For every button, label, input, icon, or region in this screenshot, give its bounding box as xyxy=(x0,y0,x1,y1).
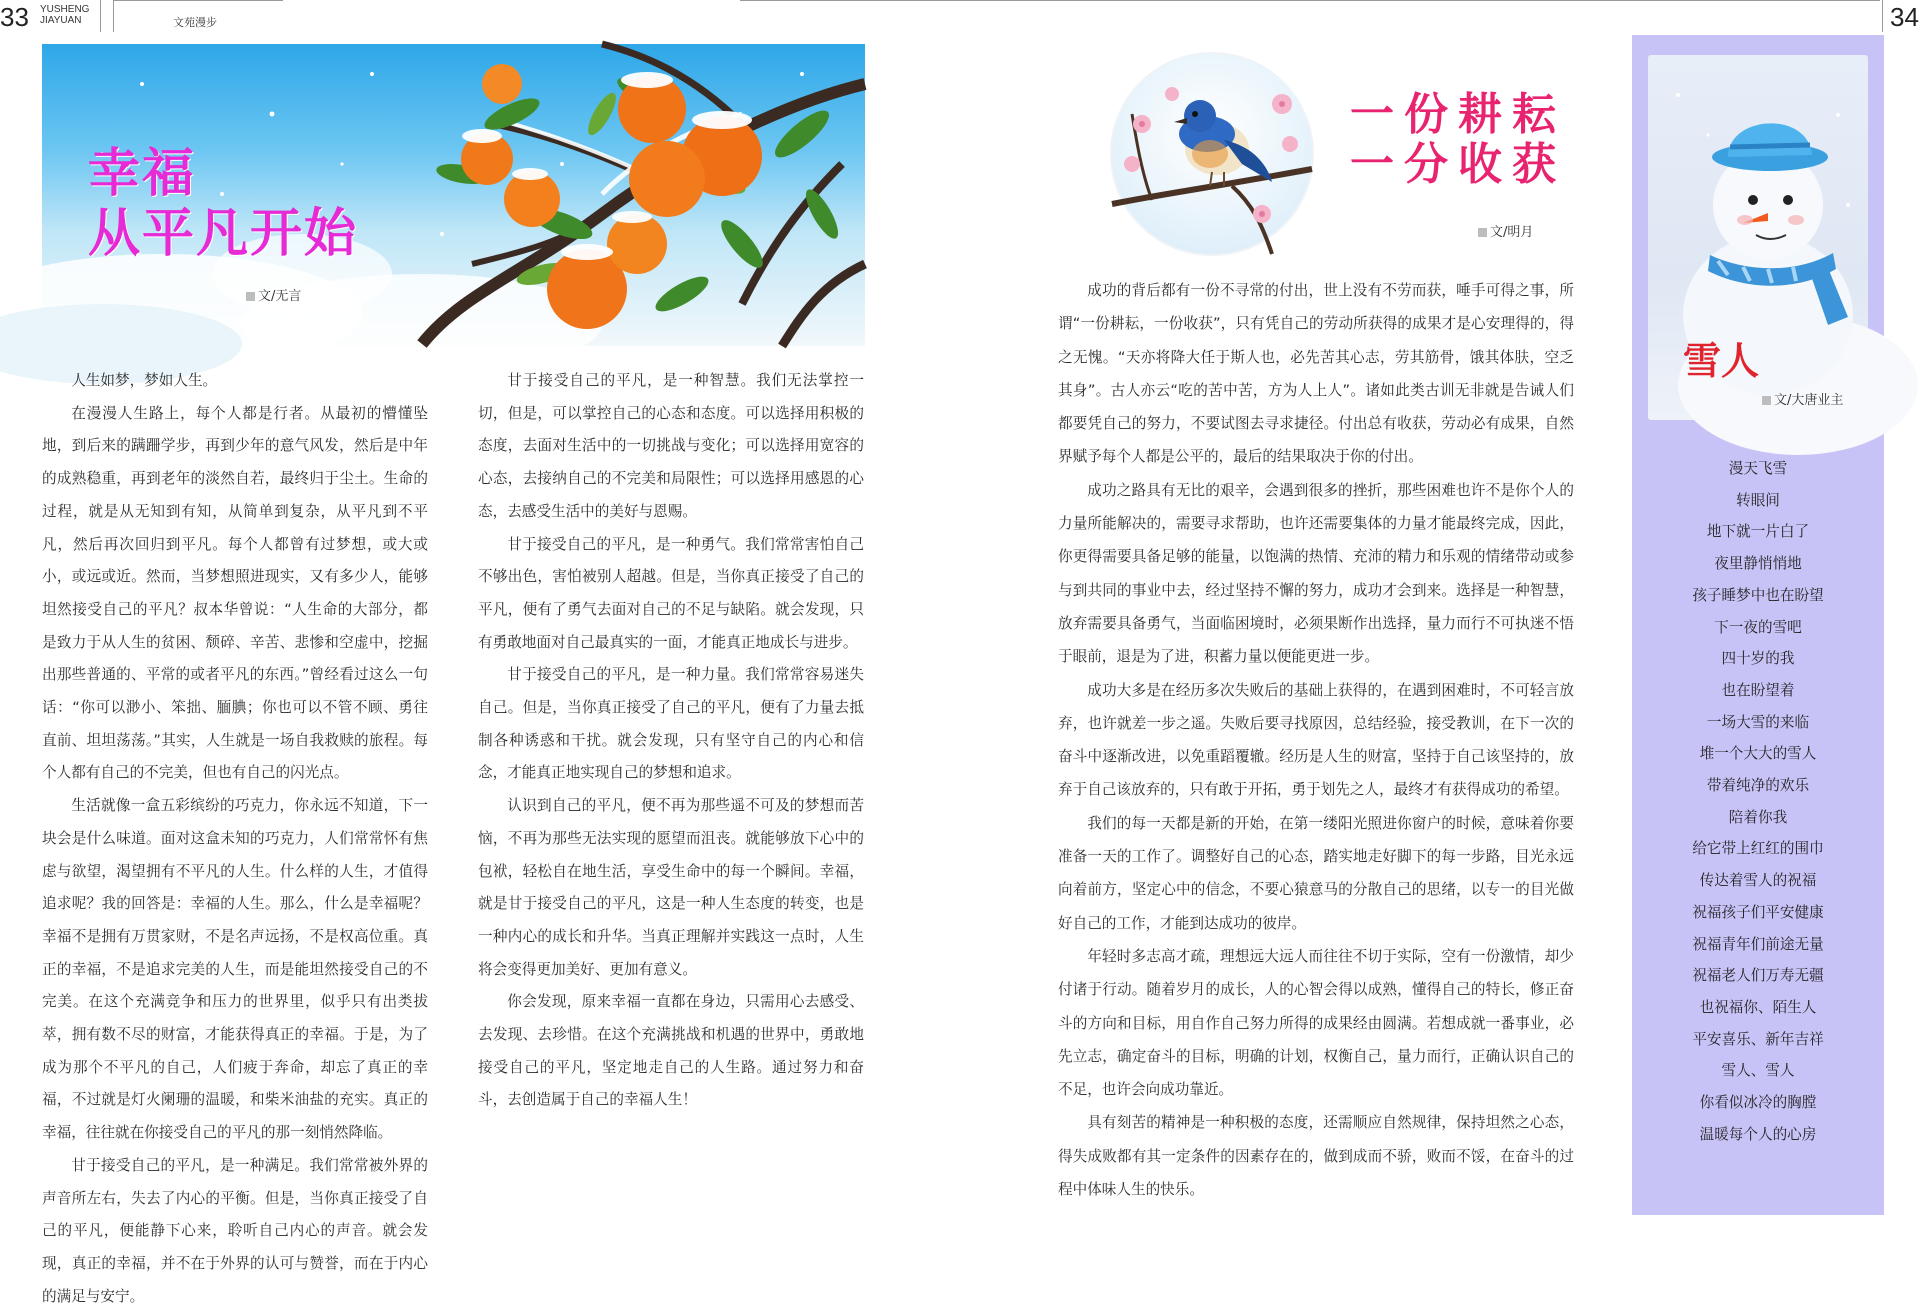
hero-image-persimmons xyxy=(42,44,865,346)
article1-paragraph: 甘于接受自己的平凡，是一种智慧。我们无法掌控一切，但是，可以掌控自己的心态和态度。可以选择用积极的态度，去面对生活中的一切挑战与变化；可以选择用宽容的心态，去接纳自己的不完美和局限性；可以选择用感恩的心态，去感受生活中的美好与恩赐。 xyxy=(478,372,864,520)
poem-line: 夜里静悄悄地 xyxy=(1714,555,1802,573)
article2-paragraph: 我们的每一天都是新的开始，在第一缕阳光照进你窗户的时候，意味着你要准备一天的工作了。调整好自己的心态，踏实地走好脚下的每一步路，目光永远向着前方，坚定心中的信念，不要心猿意马的分散自己的思绪，以专一的目光做好自己的工作，才能到达成功的彼岸。 xyxy=(1058,814,1574,932)
poem-line: 也祝福你、陌生人 xyxy=(1699,998,1817,1016)
article1-paragraph: 人生如梦，梦如人生。 xyxy=(71,372,218,389)
brand-line2: JIAYUAN xyxy=(40,15,82,26)
poem-author xyxy=(1762,389,1843,408)
poem-line: 给它带上红红的围巾 xyxy=(1692,840,1824,858)
poem-line: 四十岁的我 xyxy=(1721,650,1795,668)
poem-line: 地下就一片白了 xyxy=(1706,523,1810,541)
article1-paragraph: 甘于接受自己的平凡，是一种勇气。我们常常害怕自己不够出色，害怕被别人超越。但是，当你真正接受了自己的平凡，便有了勇气去面对自己的不足与缺陷。就会发现，只有勇敢地面对自己最真实的一面，才能真正地成长与进步。 xyxy=(478,535,864,651)
poem-line: 漫天飞雪 xyxy=(1728,460,1788,477)
header-divider-left2 xyxy=(113,0,114,32)
article2-paragraph: 成功之路具有无比的艰辛，会遇到很多的挫折，那些困难也许不是你个人的力量所能解决的，需要寻求帮助，也许还需要集体的力量才能最终完成，因此，你更得需要具备足够的能量，以饱满的热情、充沛的精力和乐观的情绪带动或参与到共同的事业中去，经过坚持不懈的努力，成功才会到来。选择是一种智慧，放弃需要具备勇气，当面临困境时，必须果断作出选择，量力而行不可执迷不悟于眼前，退是为了进，积蓄力量以便能更进一步。 xyxy=(1058,481,1574,666)
article1-paragraph: 你会发现，原来幸福一直都在身边，只需用心去感受、去发现、去珍惜。在这个充满挑战和机遇的世界中，勇敢地接受自己的平凡，坚定地走自己的人生路。通过努力和奋斗，去创造属于自己的幸福人生！ xyxy=(478,993,864,1109)
article2-author xyxy=(1478,221,1533,240)
section-name: 文苑漫步 xyxy=(173,16,217,29)
article1-title-line1: 幸福 xyxy=(88,143,197,204)
poem-line: 平安喜乐、新年吉祥 xyxy=(1692,1030,1824,1048)
byline-square-icon xyxy=(1762,396,1771,405)
article1-paragraph: 生活就像一盒五彩缤纷的巧克力，你永远不知道，下一块会是什么味道。面对这盒未知的巧克力，人们常常怀有焦虑与欲望，渴望拥有不平凡的人生。什么样的人生，才值得追求呢？我的回答是：幸福的人生。那么，什么是幸福呢？幸福不是拥有万贯家财，不是名声远扬，不是权高位重。真正的幸福，不是追求完美的人生，而是能坦然接受自己的不完美。在这个充满竞争和压力的世界里，似乎只有出类拔萃，拥有数不尽的财富，才能获得真正的幸福。于是，为了成为那个不平凡的自己，人们疲于奔命，却忘了真正的幸福，不过就是灯火阑珊的温暖，和柴米油盐的充实。真正的幸福，往往就在你接受自己的平凡的那一刻悄然降临。 xyxy=(42,797,428,1142)
article2-paragraph: 成功的背后都有一份不寻常的付出，世上没有不劳而获，唾手可得之事，所谓“一份耕耘，一份收获”，只有凭自己的劳动所获得的成果才是心安理得的，得之无愧。“天亦将降大任于斯人也，必先苦其心志，劳其筋骨，饿其体肤，空乏其身”。古人亦云“吃的苦中苦，方为人上人”。诸如此类古训无非就是告诫人们都要凭自己的努力，不要试图去寻求捷径。付出总有收获，劳动必有成果，自然界赋予每个人都是公平的，最后的结果取决于你的付出。 xyxy=(1058,282,1574,466)
article1-column-left xyxy=(42,365,428,1305)
poem-line: 也在盼望着 xyxy=(1721,681,1795,699)
article2-author-text: 文/明月 xyxy=(1490,225,1534,240)
poem-line: 祝福老人们万寿无疆 xyxy=(1692,967,1824,985)
header-rule-left xyxy=(113,0,283,1)
article2-paragraph: 成功大多是在经历多次失败后的基础上获得的，在遇到困难时，不可轻言放弃，也许就差一步之遥。失败后要寻找原因，总结经验，接受教训，在下一次的奋斗中逐渐改进，以免重蹈覆辙。经历是人生的财富，坚持于自己该坚持的，放弃于自己该放弃的，只有敢于开拓，勇于划先之人，最终才有获得成功的希望。 xyxy=(1058,681,1574,799)
poem-line: 祝福青年们前途无量 xyxy=(1692,935,1824,953)
poem-line: 下一夜的雪吧 xyxy=(1714,618,1802,636)
article2-title xyxy=(1350,90,1566,190)
poem-line: 祝福孩子们平安健康 xyxy=(1692,903,1824,921)
poem-line: 传达着雪人的祝福 xyxy=(1699,872,1817,890)
brand-logo-text xyxy=(40,4,89,26)
byline-square-icon xyxy=(1478,228,1487,237)
poem-line: 陪着你我 xyxy=(1728,808,1788,826)
article2-title-line2: 一分收获 xyxy=(1350,139,1566,190)
header-rule-right xyxy=(740,0,1880,1)
article1-paragraph: 认识到自己的平凡，便不再为那些遥不可及的梦想而苦恼，不再为那些无法实现的愿望而沮丧。就能够放下心中的包袱，轻松自在地生活，享受生命中的每一个瞬间。幸福，就是甘于接受自己的平凡，这是一种人生态度的转变，也是一种内心的成长和升华。当真正理解并实践这一点时，人生将会变得更加美好、更加有意义。 xyxy=(478,797,864,978)
article1-paragraph: 甘于接受自己的平凡，是一种力量。我们常常容易迷失自己。但是，当你真正接受了自己的平凡，便有了力量去抵制各种诱惑和干扰。就会发现，只有坚守自己的内心和信念，才能真正地实现自己的梦想和追求。 xyxy=(478,666,864,782)
article2-title-line1: 一份耕耘 xyxy=(1350,89,1566,140)
article1-author-text: 文/无言 xyxy=(258,289,302,304)
article1-title xyxy=(88,144,358,264)
header-divider-right xyxy=(1882,0,1883,32)
article1-column-right xyxy=(478,365,864,1215)
brand-line1: YUSHENG xyxy=(40,4,90,15)
right-page-number: 34 xyxy=(1890,2,1919,32)
article2-paragraph: 具有刻苦的精神是一种积极的态度，还需顺应自然规律，保持坦然之心态，得失成败都有其一定条件的因素存在的，做到成而不骄，败而不馁，在奋斗的过程中体味人生的快乐。 xyxy=(1058,1114,1574,1199)
poem-line: 带着纯净的欢乐 xyxy=(1706,777,1810,795)
left-page-number: 33 xyxy=(0,2,29,32)
article1-paragraph: 甘于接受自己的平凡，是一种满足。我们常常被外界的声音所左右，失去了内心的平衡。但是，当你真正接受了自己的平凡，便能静下心来，聆听自己内心的声音。就会发现，真正的幸福，并不在于外界的认可与赞誉，而在于内心的满足与安宁。 xyxy=(42,1156,428,1305)
poem-line: 转眼间 xyxy=(1736,491,1780,509)
poem-line: 你看似冰冷的胸膛 xyxy=(1699,1094,1817,1112)
bird-circle-image xyxy=(1110,52,1314,256)
article2-body xyxy=(1058,274,1574,1210)
bluebird-illustration xyxy=(1112,54,1312,254)
article1-title-line2: 从平凡开始 xyxy=(88,203,359,264)
article2-paragraph: 年轻时多志高才疏，理想远大远人而往往不切于实际，空有一份激情，却少付诸于行动。随着岁月的成长，人的心智会得以成熟，懂得自己的特长，修正奋斗的方向和目标，用自作自己努力所得的成果经由圆满。若想成就一番事业，必先立志，确定奋斗的目标，明确的计划，权衡自己，量力而行，正确认识自己的不足，也许会向成功靠近。 xyxy=(1058,947,1574,1099)
poem-line: 孩子睡梦中也在盼望 xyxy=(1692,586,1824,604)
poem-body xyxy=(1632,453,1884,1150)
header-divider-left xyxy=(100,0,101,32)
poem-line: 温暖每个人的心房 xyxy=(1699,1125,1817,1143)
poem-title: 雪人 xyxy=(1683,338,1760,383)
poem-line: 一场大雪的来临 xyxy=(1706,713,1810,731)
article1-author xyxy=(246,285,301,304)
article1-paragraph: 在漫漫人生路上，每个人都是行者。从最初的懵懂坠地，到后来的蹒跚学步，再到少年的意气风发，然后是中年的成熟稳重，再到老年的淡然自若，最终归于尘土。生命的过程，就是从无知到有知，从简单到复杂，从平凡到不平凡，然后再次回归到平凡。每个人都曾有过梦想，或大或小，或远或近。然而，当梦想照进现实，又有多少人，能够坦然接受自己的平凡？叔本华曾说：“人生命的大部分，都是致力于从人生的贫困、颓碎、辛苦、悲惨和空虚中，挖掘出那些普通的、平常的或者平凡的东西。”曾经看过这么一句话：“你可以渺小、笨拙、腼腆；你也可以不管不顾、勇往直前、坦坦荡荡。”其实，人生就是一场自我救赎的旅程。每个人都有自己的不完美，但也有自己的闪光点。 xyxy=(42,404,428,782)
byline-square-icon xyxy=(246,292,255,301)
poem-line: 雪人、雪人 xyxy=(1721,1062,1795,1080)
poem-author-text: 文/大唐业主 xyxy=(1774,393,1844,408)
poem-line: 堆一个大大的雪人 xyxy=(1699,745,1817,763)
